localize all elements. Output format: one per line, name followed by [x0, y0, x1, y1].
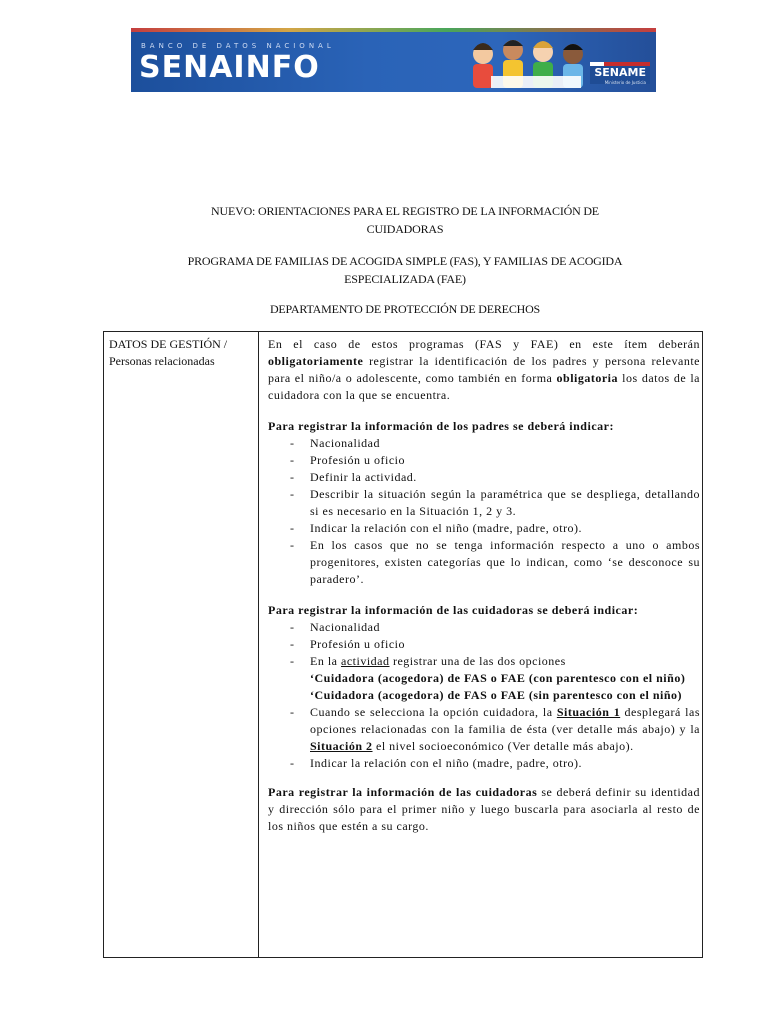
section-content: [268, 336, 700, 835]
list-item: [290, 704, 700, 755]
intro-bold-1: obligatoriamente: [268, 354, 364, 368]
senainfo-logo: SENAINFO: [139, 50, 320, 85]
option-2-text: ‘Cuidadora (acogedora) de FAS o FAE (sin parentesco con el niño): [310, 688, 682, 702]
padres-heading-text: Para registrar la información de los padres se deberá indicar:: [268, 419, 614, 433]
situacion-1-label: Situación 1: [556, 705, 621, 719]
children-illustration-icon: [461, 32, 611, 92]
padres-heading: [268, 418, 700, 435]
intro-paragraph: [268, 336, 700, 404]
program-title: [110, 252, 700, 288]
padres-list: [268, 435, 700, 588]
program-line-1: PROGRAMA DE FAMILIAS DE ACOGIDA SIMPLE (FAS), Y FAMILIAS DE ACOGIDA: [187, 254, 623, 268]
program-line-2: ESPECIALIZADA (FAE): [344, 272, 466, 286]
option-1-text: ‘Cuidadora (acogedora) de FAS o FAE (con parentesco con el niño): [310, 671, 686, 685]
list-item: [290, 653, 700, 704]
activity-text-post: registrar una de las dos opciones: [389, 654, 566, 668]
list-item: - Profesión u oficio: [290, 636, 700, 653]
final-bold: Para registrar la información de las cuidadoras: [268, 785, 538, 799]
situacion-2-label: Situación 2: [310, 739, 373, 753]
cuidadoras-heading-text: Para registrar la información de las cuidadoras se deberá indicar:: [268, 603, 639, 617]
option-cuidadora-sin: [310, 687, 700, 704]
cuidadoras-heading: [268, 602, 700, 619]
final-text: se deberá definir su identidad y dirección sólo para el primer niño y luego buscarla para asociarla al resto de los niños que estén a su cargo.: [268, 785, 701, 833]
content-table: [103, 331, 703, 958]
situation-text-mid: desplegará las opciones relacionadas con la familia de ésta (ver detalle más abajo) y la: [310, 705, 700, 736]
intro-text-2: registrar la identificación de los padres y persona relevante para el niño/a o adolescente, como también en forma: [268, 354, 700, 385]
cuidadoras-list: [268, 619, 700, 772]
sename-subtitle: Ministerio de Justicia: [604, 80, 646, 85]
document-title: [110, 202, 700, 238]
list-item: - Describir la situación según la paramétrica que se despliega, detallando si es necesario en la Situación 1, 2 y 3.: [290, 486, 700, 520]
option-cuidadora-con: [310, 670, 700, 687]
title-line-1: NUEVO: ORIENTACIONES PARA EL REGISTRO DE LA INFORMACIÓN DE: [211, 204, 599, 218]
list-item: - Nacionalidad: [290, 435, 700, 452]
list-item: - Definir la actividad.: [290, 469, 700, 486]
department-title: DEPARTAMENTO DE PROTECCIÓN DE DERECHOS: [269, 302, 541, 316]
activity-text-pre: En la: [310, 654, 341, 668]
sename-logo: SENAME: [594, 66, 646, 79]
column-divider: [258, 332, 259, 957]
list-item: - Indicar la relación con el niño (madre, padre, otro).: [290, 755, 700, 772]
banner-tagline: BANCO DE DATOS NACIONAL: [141, 42, 335, 50]
activity-underlined: actividad: [341, 654, 390, 668]
senainfo-banner: [131, 28, 656, 92]
situation-text-pre: Cuando se selecciona la opción cuidadora, la: [310, 705, 557, 719]
list-item: - Profesión u oficio: [290, 452, 700, 469]
intro-bold-2: obligatoria: [556, 371, 619, 385]
intro-text-1: En el caso de estos programas (FAS y FAE) en este ítem deberán: [268, 337, 700, 351]
list-item: - En los casos que no se tenga información respecto a uno o ambos progenitores, existen categorías que lo indican, como ‘se desconoce su paradero’.: [290, 537, 700, 588]
situation-text-post: el nivel socioeconómico (Ver detalle más abajo).: [372, 739, 634, 753]
final-paragraph: [268, 784, 700, 835]
list-item: - Nacionalidad: [290, 619, 700, 636]
section-label: DATOS DE GESTIÓN / Personas relacionadas: [109, 337, 228, 368]
title-line-2: CUIDADORAS: [366, 222, 444, 236]
list-item: - Indicar la relación con el niño (madre, padre, otro).: [290, 520, 700, 537]
intro-text-3: los datos de la cuidadora con la que se encuentra.: [268, 371, 700, 402]
